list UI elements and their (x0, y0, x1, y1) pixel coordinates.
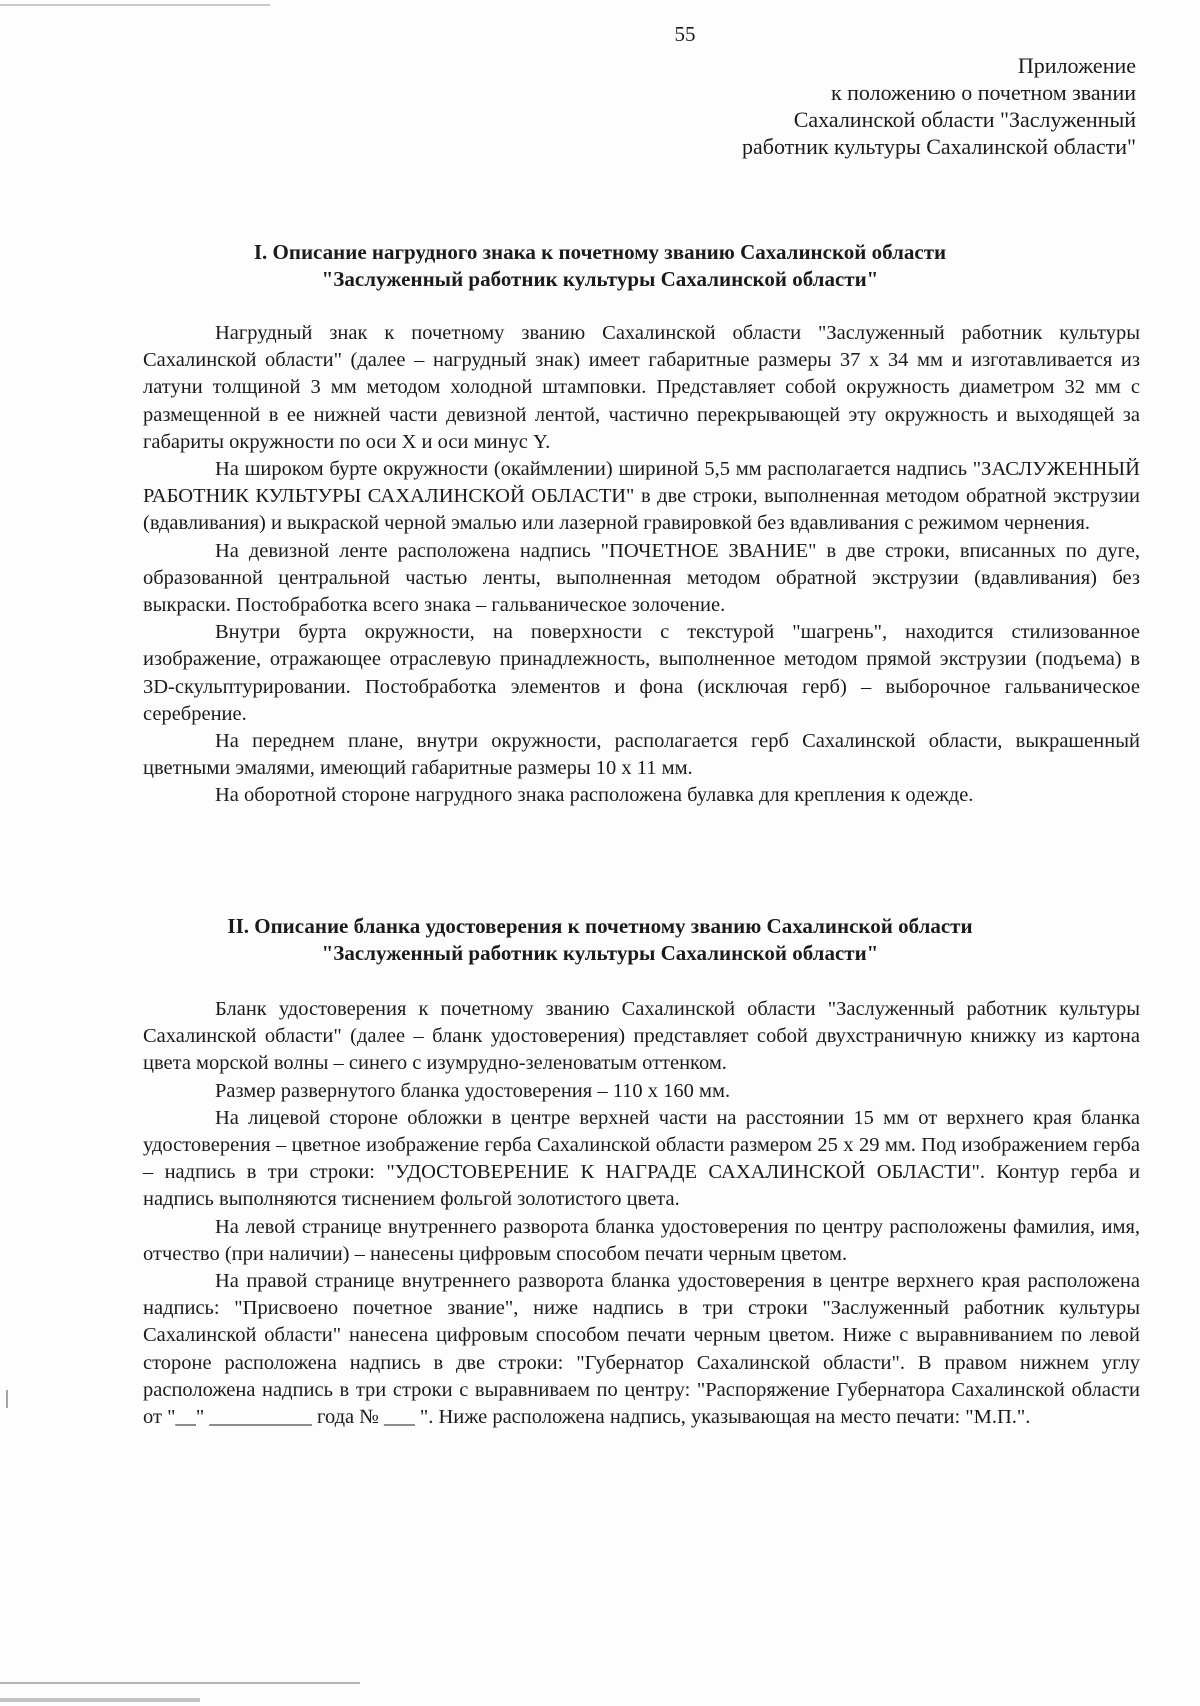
section-1-body (143, 320, 1140, 810)
paragraph: Внутри бурта окружности, на поверхности с текстурой "шагрень", находится стилизованное изображение, отражающее отраслевую принадлежность, выполненное методом прямой экструзии (подъема) в 3D-скульптурировании. Постобработка элементов и фона (исключая герб) – выборочное гальваническое серебрение. (143, 621, 1140, 725)
section-2-body (143, 996, 1140, 1431)
heading-line: "Заслуженный работник культуры Сахалинской области" (321, 267, 879, 291)
heading-line: I. Описание нагрудного знака к почетному званию Сахалинской области (253, 240, 947, 264)
paragraph: Бланк удостоверения к почетному званию Сахалинской области "Заслуженный работник культуры Сахалинской области" (далее – бланк удостоверения) представляет собой двухстраничную книжку из картона цвета морской волны – синего с изумрудно-зеленоватым оттенком. (143, 998, 1140, 1075)
appendix-line: к положению о почетном звании (830, 80, 1136, 105)
appendix-line: Сахалинской области "Заслуженный (793, 107, 1136, 132)
appendix-line: Приложение (1017, 53, 1136, 78)
paragraph: На левой странице внутреннего разворота бланка удостоверения по центру расположены фамилия, имя, отчество (при наличии) – нанесены цифровым способом печати черным цветом. (143, 1215, 1140, 1265)
paragraph: Размер развернутого бланка удостоверения – 110 х 160 мм. (215, 1079, 731, 1102)
appendix-header (742, 52, 1136, 160)
paragraph: На девизной ленте расположена надпись "ПОЧЕТНОЕ ЗВАНИЕ" в две строки, вписанных по дуге, образованной центральной частью ленты, выполненная методом обратной экструзии (вдавливания) без выкраски. Постобработка всего знака – гальваническое золочение. (143, 539, 1140, 617)
page-number: 55 (674, 22, 696, 46)
scan-artifact-left-mark (6, 1390, 8, 1408)
heading-line: II. Описание бланка удостоверения к почетному званию Сахалинской области (227, 914, 973, 938)
section-1-heading (60, 239, 1140, 293)
paragraph: Нагрудный знак к почетному званию Сахалинской области "Заслуженный работник культуры Сахалинской области" (далее – нагрудный знак) имеет габаритные размеры 37 х 34 мм и изготавливается из латуни толщиной 3 мм методом холодной штамповки. Представляет собой окружность диаметром 32 мм с размещенной в ее нижней части девизной лентой, частично перекрывающей эту окружность и выходящей за габариты окружности по оси X и оси минус Y. (143, 322, 1140, 453)
appendix-line: работник культуры Сахалинской области" (742, 134, 1136, 159)
scan-artifact-top-left (0, 4, 270, 6)
paragraph: На лицевой стороне обложки в центре верхней части на расстоянии 15 мм от верхнего края бланка удостоверения – цветное изображение герба Сахалинской области размером 25 х 29 мм. Под изображением герба – надпись в три строки: "УДОСТОВЕРЕНИЕ К НАГРАДЕ САХАЛИНСКОЙ ОБЛАСТИ". Контур герба и надпись выполняются тиснением фольгой золотистого цвета. (143, 1106, 1140, 1211)
paragraph: На широком бурте окружности (окаймлении) шириной 5,5 мм располагается надпись "ЗАСЛУЖЕННЫЙ РАБОТНИК КУЛЬТУРЫ САХАЛИНСКОЙ ОБЛАСТИ" в две строки, выполненная методом обратной экструзии (вдавливания) и выкраской черной эмалью или лазерной гравировкой без вдавливания с режимом чернения. (143, 458, 1140, 535)
heading-line: "Заслуженный работник культуры Сахалинской области" (321, 941, 879, 965)
scan-artifact-bottom-left (0, 1698, 200, 1702)
section-2-heading (60, 913, 1140, 967)
paragraph: На правой странице внутреннего разворота бланка удостоверения в центре верхнего края расположена надпись: "Присвоено почетное звание", ниже надпись в три строки "Заслуженный работник культуры Сахалинской области" нанесена цифровым способом печати черным цветом. Ниже с выравниванием по левой стороне расположена надпись в две строки: "Губернатор Сахалинской области". В правом нижнем углу расположена надпись в три строки с выравниваем по центру: "Распоряжение Губернатора Сахалинской области от "__" __________ года № ___ ". Ниже расположена надпись, указывающая на место печати: "М.П.". (143, 1270, 1140, 1429)
scan-artifact-bottom-line (0, 1682, 360, 1684)
paragraph: На переднем плане, внутри окружности, располагается герб Сахалинской области, выкрашенный цветными эмалями, имеющий габаритные размеры 10 х 11 мм. (143, 730, 1140, 780)
paragraph: На оборотной стороне нагрудного знака расположена булавка для крепления к одежде. (215, 784, 974, 807)
